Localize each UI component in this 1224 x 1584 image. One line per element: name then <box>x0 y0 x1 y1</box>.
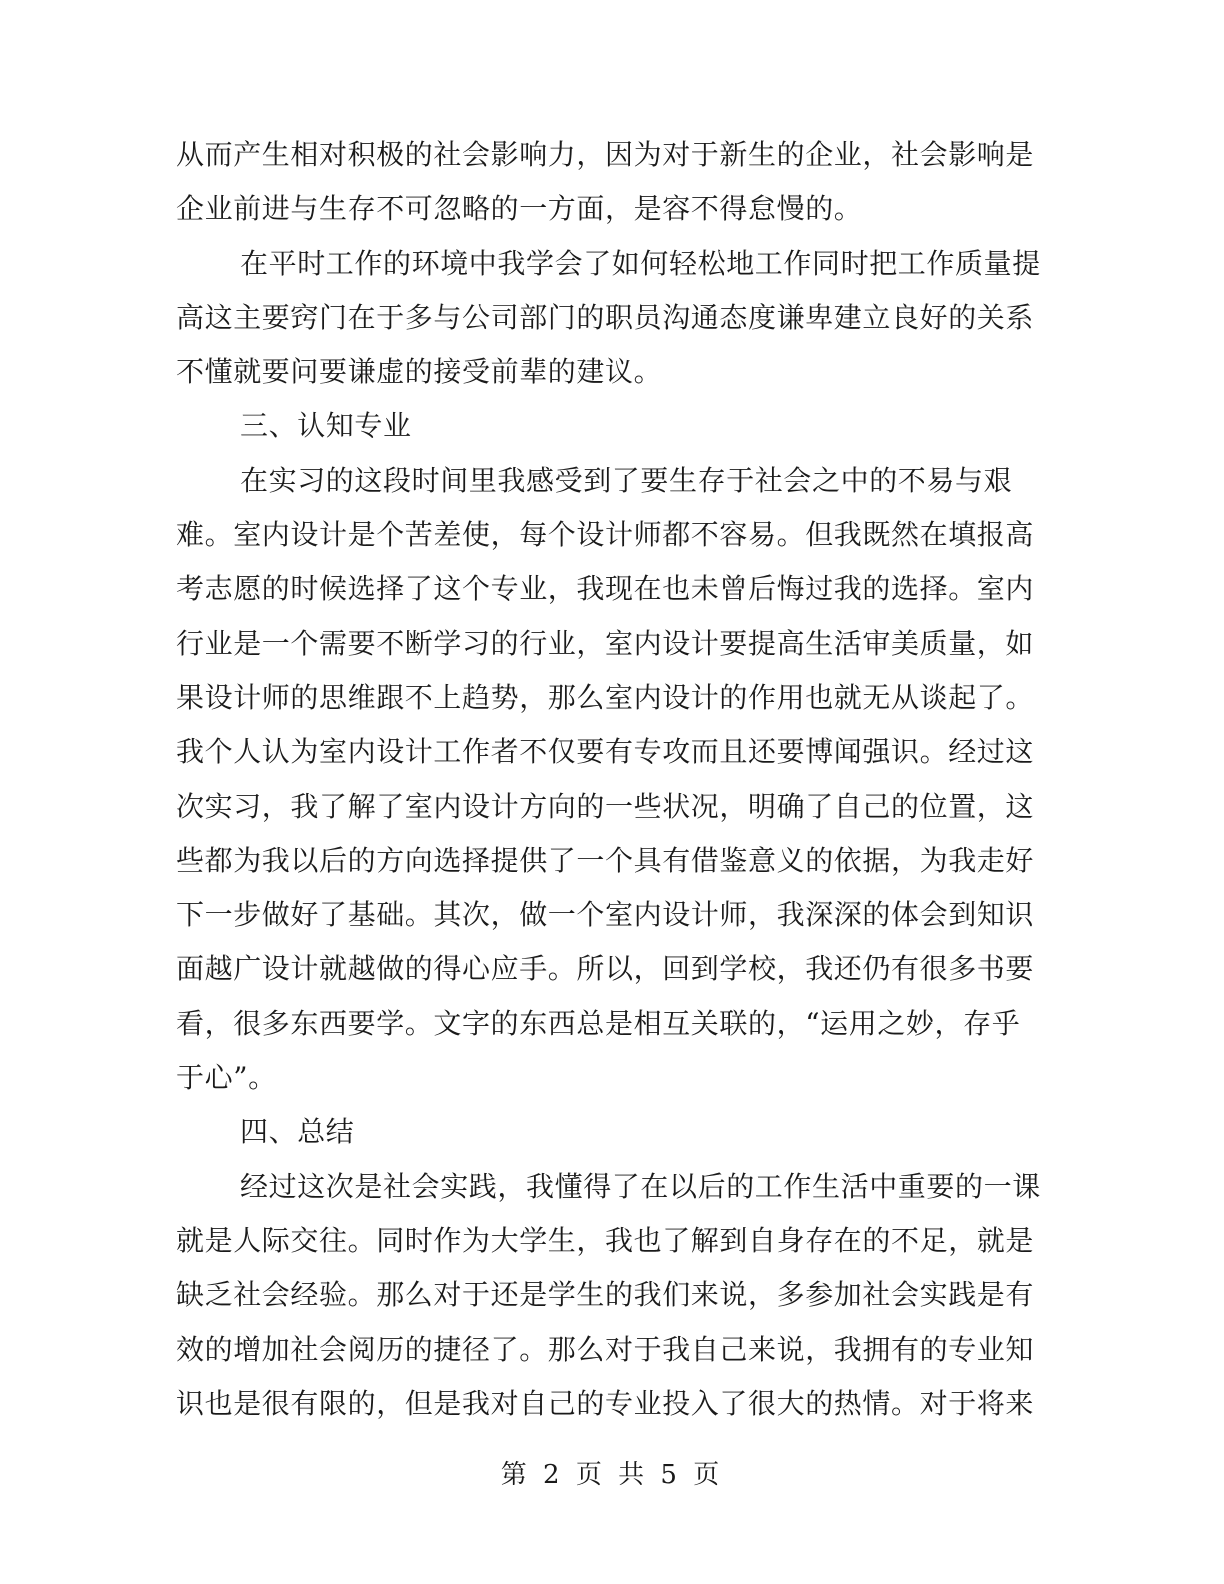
text-line: 在实习的这段时间里我感受到了要生存于社会之中的不易与艰 <box>240 463 1013 497</box>
text-line: 看，很多东西要学。文字的东西总是相互关联的，“运用之妙，存乎 <box>176 1006 1021 1040</box>
text-line: 从而产生相对积极的社会影响力，因为对于新生的企业，社会影响是 <box>176 138 1035 171</box>
text-line: 高这主要窍门在于多与公司部门的职员沟通态度谦卑建立良好的关系 <box>176 300 1035 334</box>
text-line: 企业前进与生存不可忽略的一方面，是容不得怠慢的。 <box>176 192 863 226</box>
text-line: 面越广设计就越做的得心应手。所以，回到学校，我还仍有很多书要 <box>176 952 1035 986</box>
text-line: 考志愿的时候选择了这个专业，我现在也未曾后悔过我的选择。室内 <box>176 572 1035 606</box>
text-line: 果设计师的思维跟不上趋势，那么室内设计的作用也就无从谈起了。 <box>176 680 1035 714</box>
text-line: 就是人际交往。同时作为大学生，我也了解到自身存在的不足，就是 <box>176 1223 1035 1257</box>
page-number: 第 2 页 共 5 页 <box>500 1460 724 1490</box>
text-line: 在平时工作的环境中我学会了如何轻松地工作同时把工作质量提 <box>240 246 1041 280</box>
text-line: 我个人认为室内设计工作者不仅要有专攻而且还要博闻强识。经过这 <box>176 735 1035 769</box>
text-line: 识也是很有限的，但是我对自己的专业投入了很大的热情。对于将来 <box>176 1386 1035 1420</box>
text-line: 缺乏社会经验。那么对于还是学生的我们来说，多参加社会实践是有 <box>176 1278 1035 1312</box>
text-line: 于心”。 <box>176 1061 277 1095</box>
document-body <box>176 128 1041 1431</box>
text-line: 经过这次是社会实践，我懂得了在以后的工作生活中重要的一课 <box>240 1169 1041 1203</box>
section-heading: 三、认知专业 <box>240 409 412 443</box>
text-line: 效的增加社会阅历的捷径了。那么对于我自己来说，我拥有的专业知 <box>176 1332 1035 1366</box>
text-line: 行业是一个需要不断学习的行业，室内设计要提高生活审美质量，如 <box>176 626 1035 660</box>
section-heading: 四、总结 <box>240 1115 355 1149</box>
text-line: 下一步做好了基础。其次，做一个室内设计师，我深深的体会到知识 <box>176 898 1035 932</box>
text-line: 些都为我以后的方向选择提供了一个具有借鉴意义的依据，为我走好 <box>176 843 1035 877</box>
text-line: 不懂就要问要谦虚的接受前辈的建议。 <box>176 355 663 389</box>
text-line: 难。室内设计是个苦差使，每个设计师都不容易。但我既然在填报高 <box>176 518 1035 552</box>
text-line: 次实习，我了解了室内设计方向的一些状况，明确了自己的位置，这 <box>176 789 1035 823</box>
